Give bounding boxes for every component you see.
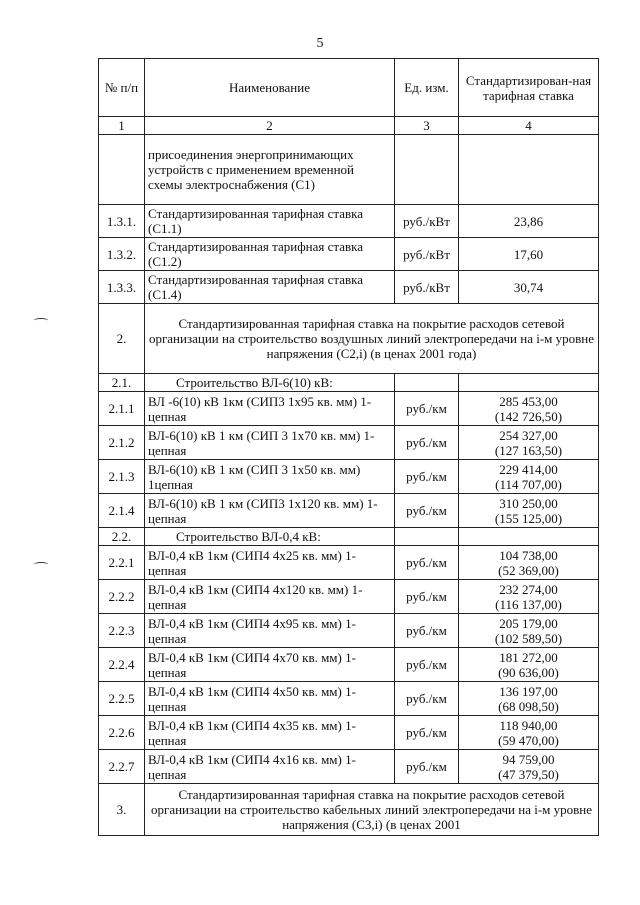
index-cell: 1 (99, 117, 145, 135)
row-num: 2.1.1 (99, 392, 145, 426)
row-name: ВЛ-6(10) кВ 1 км (СИП3 1х120 кв. мм) 1-цепная (145, 494, 395, 528)
table-row (99, 392, 599, 426)
row-value (459, 460, 599, 494)
row-unit: руб./кВт (395, 271, 459, 304)
row-value (459, 682, 599, 716)
row-unit: руб./кВт (395, 238, 459, 271)
row-name: ВЛ-0,4 кВ 1км (СИП4 4х16 кв. мм) 1- цепная (145, 750, 395, 784)
subsection-title: Строительство ВЛ-0,4 кВ: (145, 528, 395, 546)
table-row (99, 716, 599, 750)
row-value (459, 648, 599, 682)
subsection-num: 2.2. (99, 528, 145, 546)
row-unit: руб./км (395, 426, 459, 460)
value-secondary: (116 137,00) (495, 596, 562, 612)
table-row (99, 750, 599, 784)
table-row (99, 648, 599, 682)
table-header-row (99, 59, 599, 117)
continuation-text: присоединения энергопринимающих устройств с применением временной схемы электроснабжения (С1) (145, 135, 395, 205)
table-row (99, 135, 599, 205)
subsection-title: Строительство ВЛ-6(10) кВ: (145, 374, 395, 392)
table-row (99, 271, 599, 304)
section-num: 2. (99, 304, 145, 374)
row-name: ВЛ-6(10) кВ 1 км (СИП 3 1х70 кв. мм) 1-цепная (145, 426, 395, 460)
value-main: 229 414,00 (499, 461, 558, 477)
row-unit: руб./км (395, 580, 459, 614)
value-secondary: (52 369,00) (498, 562, 559, 578)
value-main: 94 759,00 (502, 751, 555, 767)
row-name: ВЛ-0,4 кВ 1км (СИП4 4х95 кв. мм) 1- цепная (145, 614, 395, 648)
section-num: 3. (99, 784, 145, 836)
row-value: 23,86 (459, 205, 599, 238)
row-num: 2.2.4 (99, 648, 145, 682)
row-name: ВЛ-0,4 кВ 1км (СИП4 4х70 кв. мм) 1- цепная (145, 648, 395, 682)
table-row (99, 494, 599, 528)
tariff-table (98, 58, 599, 836)
value-main: 310 250,00 (499, 495, 558, 511)
value-main: 254 327,00 (499, 427, 558, 443)
row-unit: руб./км (395, 494, 459, 528)
row-name: Стандартизированная тарифная ставка (С1.1) (145, 205, 395, 238)
row-num: 2.1.2 (99, 426, 145, 460)
section-row (99, 784, 599, 836)
row-unit: руб./кВт (395, 205, 459, 238)
value-main: 118 940,00 (499, 717, 558, 733)
row-num: 2.2.7 (99, 750, 145, 784)
value-secondary: (142 726,50) (494, 408, 563, 424)
row-name: ВЛ-0,4 кВ 1км (СИП4 4х35 кв. мм) 1- цепная (145, 716, 395, 750)
row-num: 1.3.1. (99, 205, 145, 238)
section-title: Стандартизированная тарифная ставка на покрытие расходов сетевой организации на строительство кабельных линий электропередачи на i-м уровне напряжения (С3,i) (в ценах 2001 (145, 784, 599, 836)
row-num: 2.2.3 (99, 614, 145, 648)
row-value (459, 546, 599, 580)
value-secondary: (47 379,50) (498, 766, 559, 782)
row-num: 2.1.3 (99, 460, 145, 494)
section-row (99, 304, 599, 374)
header-unit: Ед. изм. (395, 59, 459, 117)
table-row (99, 614, 599, 648)
row-num: 2.2.2 (99, 580, 145, 614)
row-value (459, 614, 599, 648)
table-row (99, 238, 599, 271)
value-secondary: (127 163,50) (494, 442, 563, 458)
header-num: № п/п (99, 59, 145, 117)
row-value (459, 494, 599, 528)
subsection-num: 2.1. (99, 374, 145, 392)
subsection-row (99, 528, 599, 546)
row-num: 2.2.1 (99, 546, 145, 580)
row-name: Стандартизированная тарифная ставка (С1.4) (145, 271, 395, 304)
header-rate: Стандартизирован-ная тарифная ставка (459, 59, 599, 117)
row-num: 2.2.5 (99, 682, 145, 716)
row-value (459, 750, 599, 784)
value-secondary: (90 636,00) (498, 664, 559, 680)
row-unit: руб./км (395, 716, 459, 750)
row-unit: руб./км (395, 648, 459, 682)
row-value (459, 392, 599, 426)
row-unit: руб./км (395, 750, 459, 784)
section-title: Стандартизированная тарифная ставка на покрытие расходов сетевой организации на строительство воздушных линий электропередачи на i-м уровне напряжения (С2,i) (в ценах 2001 года) (145, 304, 599, 374)
row-num: 2.1.4 (99, 494, 145, 528)
margin-mark (34, 318, 48, 323)
row-name: ВЛ-0,4 кВ 1км (СИП4 4х50 кв. мм) 1- цепная (145, 682, 395, 716)
table-row (99, 460, 599, 494)
value-secondary: (59 470,00) (498, 732, 559, 748)
row-name: ВЛ -6(10) кВ 1км (СИП3 1х95 кв. мм) 1-цепная (145, 392, 395, 426)
column-index-row (99, 117, 599, 135)
value-main: 232 274,00 (499, 581, 558, 597)
value-main: 205 179,00 (499, 615, 558, 631)
value-secondary: (102 589,50) (494, 630, 563, 646)
row-unit: руб./км (395, 460, 459, 494)
row-unit: руб./км (395, 614, 459, 648)
table-row (99, 426, 599, 460)
header-name: Наименование (145, 59, 395, 117)
value-main: 285 453,00 (499, 393, 558, 409)
index-cell: 4 (459, 117, 599, 135)
row-name: ВЛ-0,4 кВ 1км (СИП4 4х25 кв. мм) 1- цепная (145, 546, 395, 580)
table-row (99, 580, 599, 614)
table-row (99, 546, 599, 580)
value-main: 104 738,00 (499, 547, 558, 563)
index-cell: 3 (395, 117, 459, 135)
row-num: 1.3.2. (99, 238, 145, 271)
page-number: 5 (316, 36, 324, 51)
row-value (459, 580, 599, 614)
row-unit: руб./км (395, 682, 459, 716)
row-unit: руб./км (395, 546, 459, 580)
index-cell: 2 (145, 117, 395, 135)
value-secondary: (68 098,50) (498, 698, 559, 714)
row-name: ВЛ-6(10) кВ 1 км (СИП 3 1х50 кв. мм) 1цепная (145, 460, 395, 494)
row-value: 17,60 (459, 238, 599, 271)
row-name: ВЛ-0,4 кВ 1км (СИП4 4х120 кв. мм) 1- цепная (145, 580, 395, 614)
value-main: 181 272,00 (499, 649, 558, 665)
row-value (459, 426, 599, 460)
value-secondary: (114 707,00) (495, 476, 562, 492)
margin-mark (34, 562, 48, 567)
value-main: 136 197,00 (499, 683, 558, 699)
table-row (99, 205, 599, 238)
row-num: 2.2.6 (99, 716, 145, 750)
subsection-row (99, 374, 599, 392)
row-name: Стандартизированная тарифная ставка (С1.2) (145, 238, 395, 271)
row-num: 1.3.3. (99, 271, 145, 304)
table-row (99, 682, 599, 716)
row-value (459, 716, 599, 750)
value-secondary: (155 125,00) (494, 510, 563, 526)
row-value: 30,74 (459, 271, 599, 304)
row-unit: руб./км (395, 392, 459, 426)
